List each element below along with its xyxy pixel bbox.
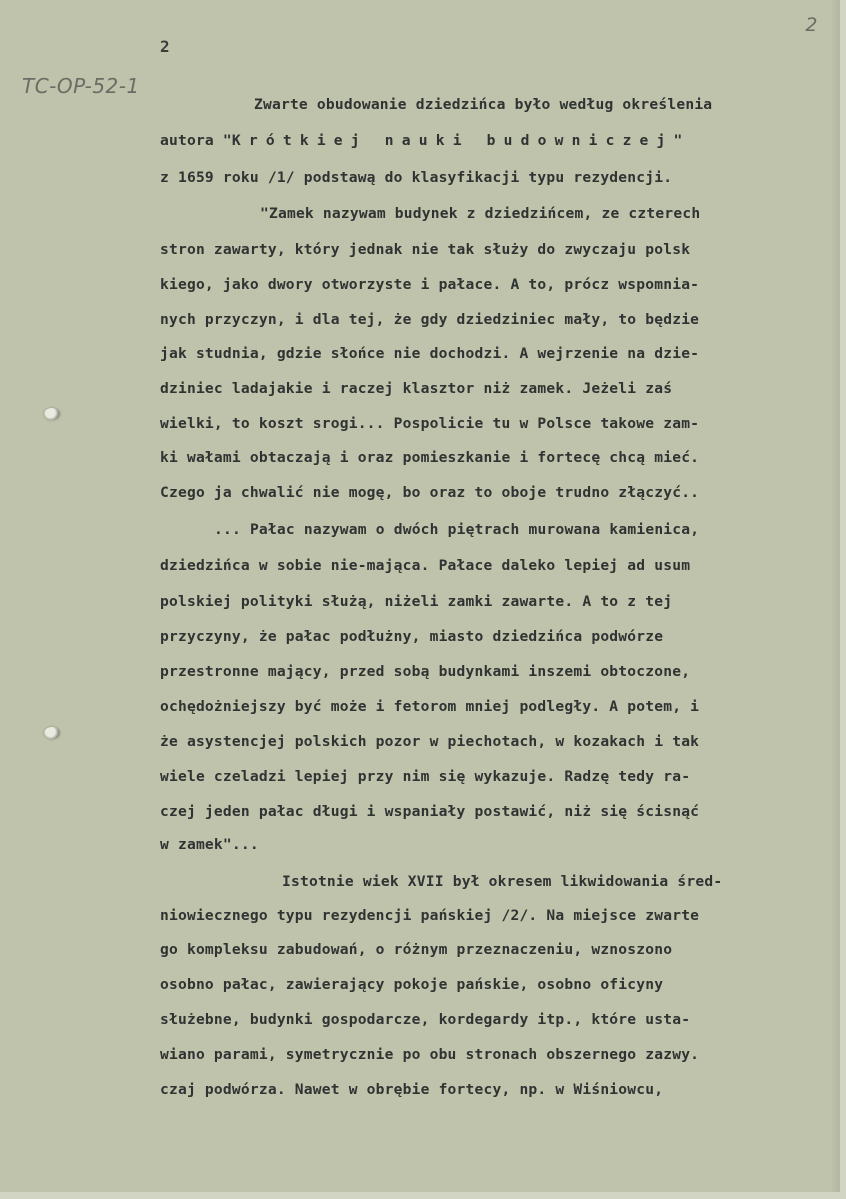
text-line: dziedzińca w sobie nie-mająca. Pałace daleko lepiej ad usum xyxy=(160,557,691,574)
text-line xyxy=(160,129,828,153)
text-line: Istotnie wiek XVII był okresem likwidowania śred- xyxy=(282,873,723,890)
text-line: w zamek"... xyxy=(160,836,259,853)
text-line: przestronne mający, przed sobą budynkami inszemi obtoczone, xyxy=(160,663,691,680)
punch-hole-icon xyxy=(44,727,60,739)
folio-number: 2 xyxy=(805,14,818,36)
text-line: ki wałami obtaczają i oraz pomieszkanie i fortecę chcą mieć. xyxy=(160,449,700,466)
text-run: autora " xyxy=(160,132,232,149)
text-line: Zwarte obudowanie dziedzińca było według określenia xyxy=(254,96,713,113)
text-line: osobno pałac, zawierający pokoje pańskie, osobno oficyny xyxy=(160,976,664,993)
text-line: niowiecznego typu rezydencji pańskiej /2/. Na miejsce zwarte xyxy=(160,907,700,924)
text-line: czaj podwórza. Nawet w obrębie fortecy, np. w Wiśniowcu, xyxy=(160,1081,664,1098)
text-line: dziniec ladajakie i raczej klasztor niż zamek. Jeżeli zaś xyxy=(160,380,673,397)
text-line: stron zawarty, który jednak nie tak służy do zwyczaju polsk xyxy=(160,241,691,258)
text-line: nych przyczyn, i dla tej, że gdy dziedziniec mały, to będzie xyxy=(160,311,700,328)
page-edge-shadow xyxy=(830,0,840,1192)
text-line: ... Pałac nazywam o dwóch piętrach murowana kamienica, xyxy=(214,521,700,538)
text-line: Czego ja chwalić nie mogę, bo oraz to oboje trudno złączyć.. xyxy=(160,484,700,501)
text-line: ochędożniejszy być może i fetorom mniej podległy. A potem, i xyxy=(160,698,700,715)
text-line: go kompleksu zabudowań, o różnym przeznaczeniu, wznoszono xyxy=(160,941,673,958)
spaced-title: Krótkiej nauki budowniczej" xyxy=(231,132,691,149)
text-line: polskiej polityki służą, niżeli zamki zawarte. A to z tej xyxy=(160,593,673,610)
text-line: kiego, jako dwory otworzyste i pałace. A to, prócz wspomnia- xyxy=(160,276,700,293)
text-line: że asystencjej polskich pozor w piechotach, w kozakach i tak xyxy=(160,733,700,750)
text-line: służebne, budynki gospodarcze, kordegardy itp., które usta- xyxy=(160,1011,691,1028)
text-line: przyczyny, że pałac podłużny, miasto dziedzińca podwórze xyxy=(160,628,664,645)
text-line: wielki, to koszt srogi... Pospolicie tu w Polsce takowe zam- xyxy=(160,415,700,432)
archive-signature: TC-OP-52-1 xyxy=(22,74,140,98)
text-line: jak studnia, gdzie słońce nie dochodzi. A wejrzenie na dzie- xyxy=(160,345,700,362)
punch-hole-icon xyxy=(44,408,60,420)
text-line: wiele czeladzi lepiej przy nim się wykazuje. Radzę tedy ra- xyxy=(160,768,691,785)
text-line: z 1659 roku /1/ podstawą do klasyfikacji typu rezydencji. xyxy=(160,169,673,186)
text-line: czej jeden pałac długi i wspaniały postawić, niż się ścisnąć xyxy=(160,803,700,820)
text-line: wiano parami, symetrycznie po obu stronach obszernego zazwy. xyxy=(160,1046,700,1063)
text-line: "Zamek nazywam budynek z dziedzińcem, ze czterech xyxy=(260,205,701,222)
typed-page-number: 2 xyxy=(160,37,170,56)
